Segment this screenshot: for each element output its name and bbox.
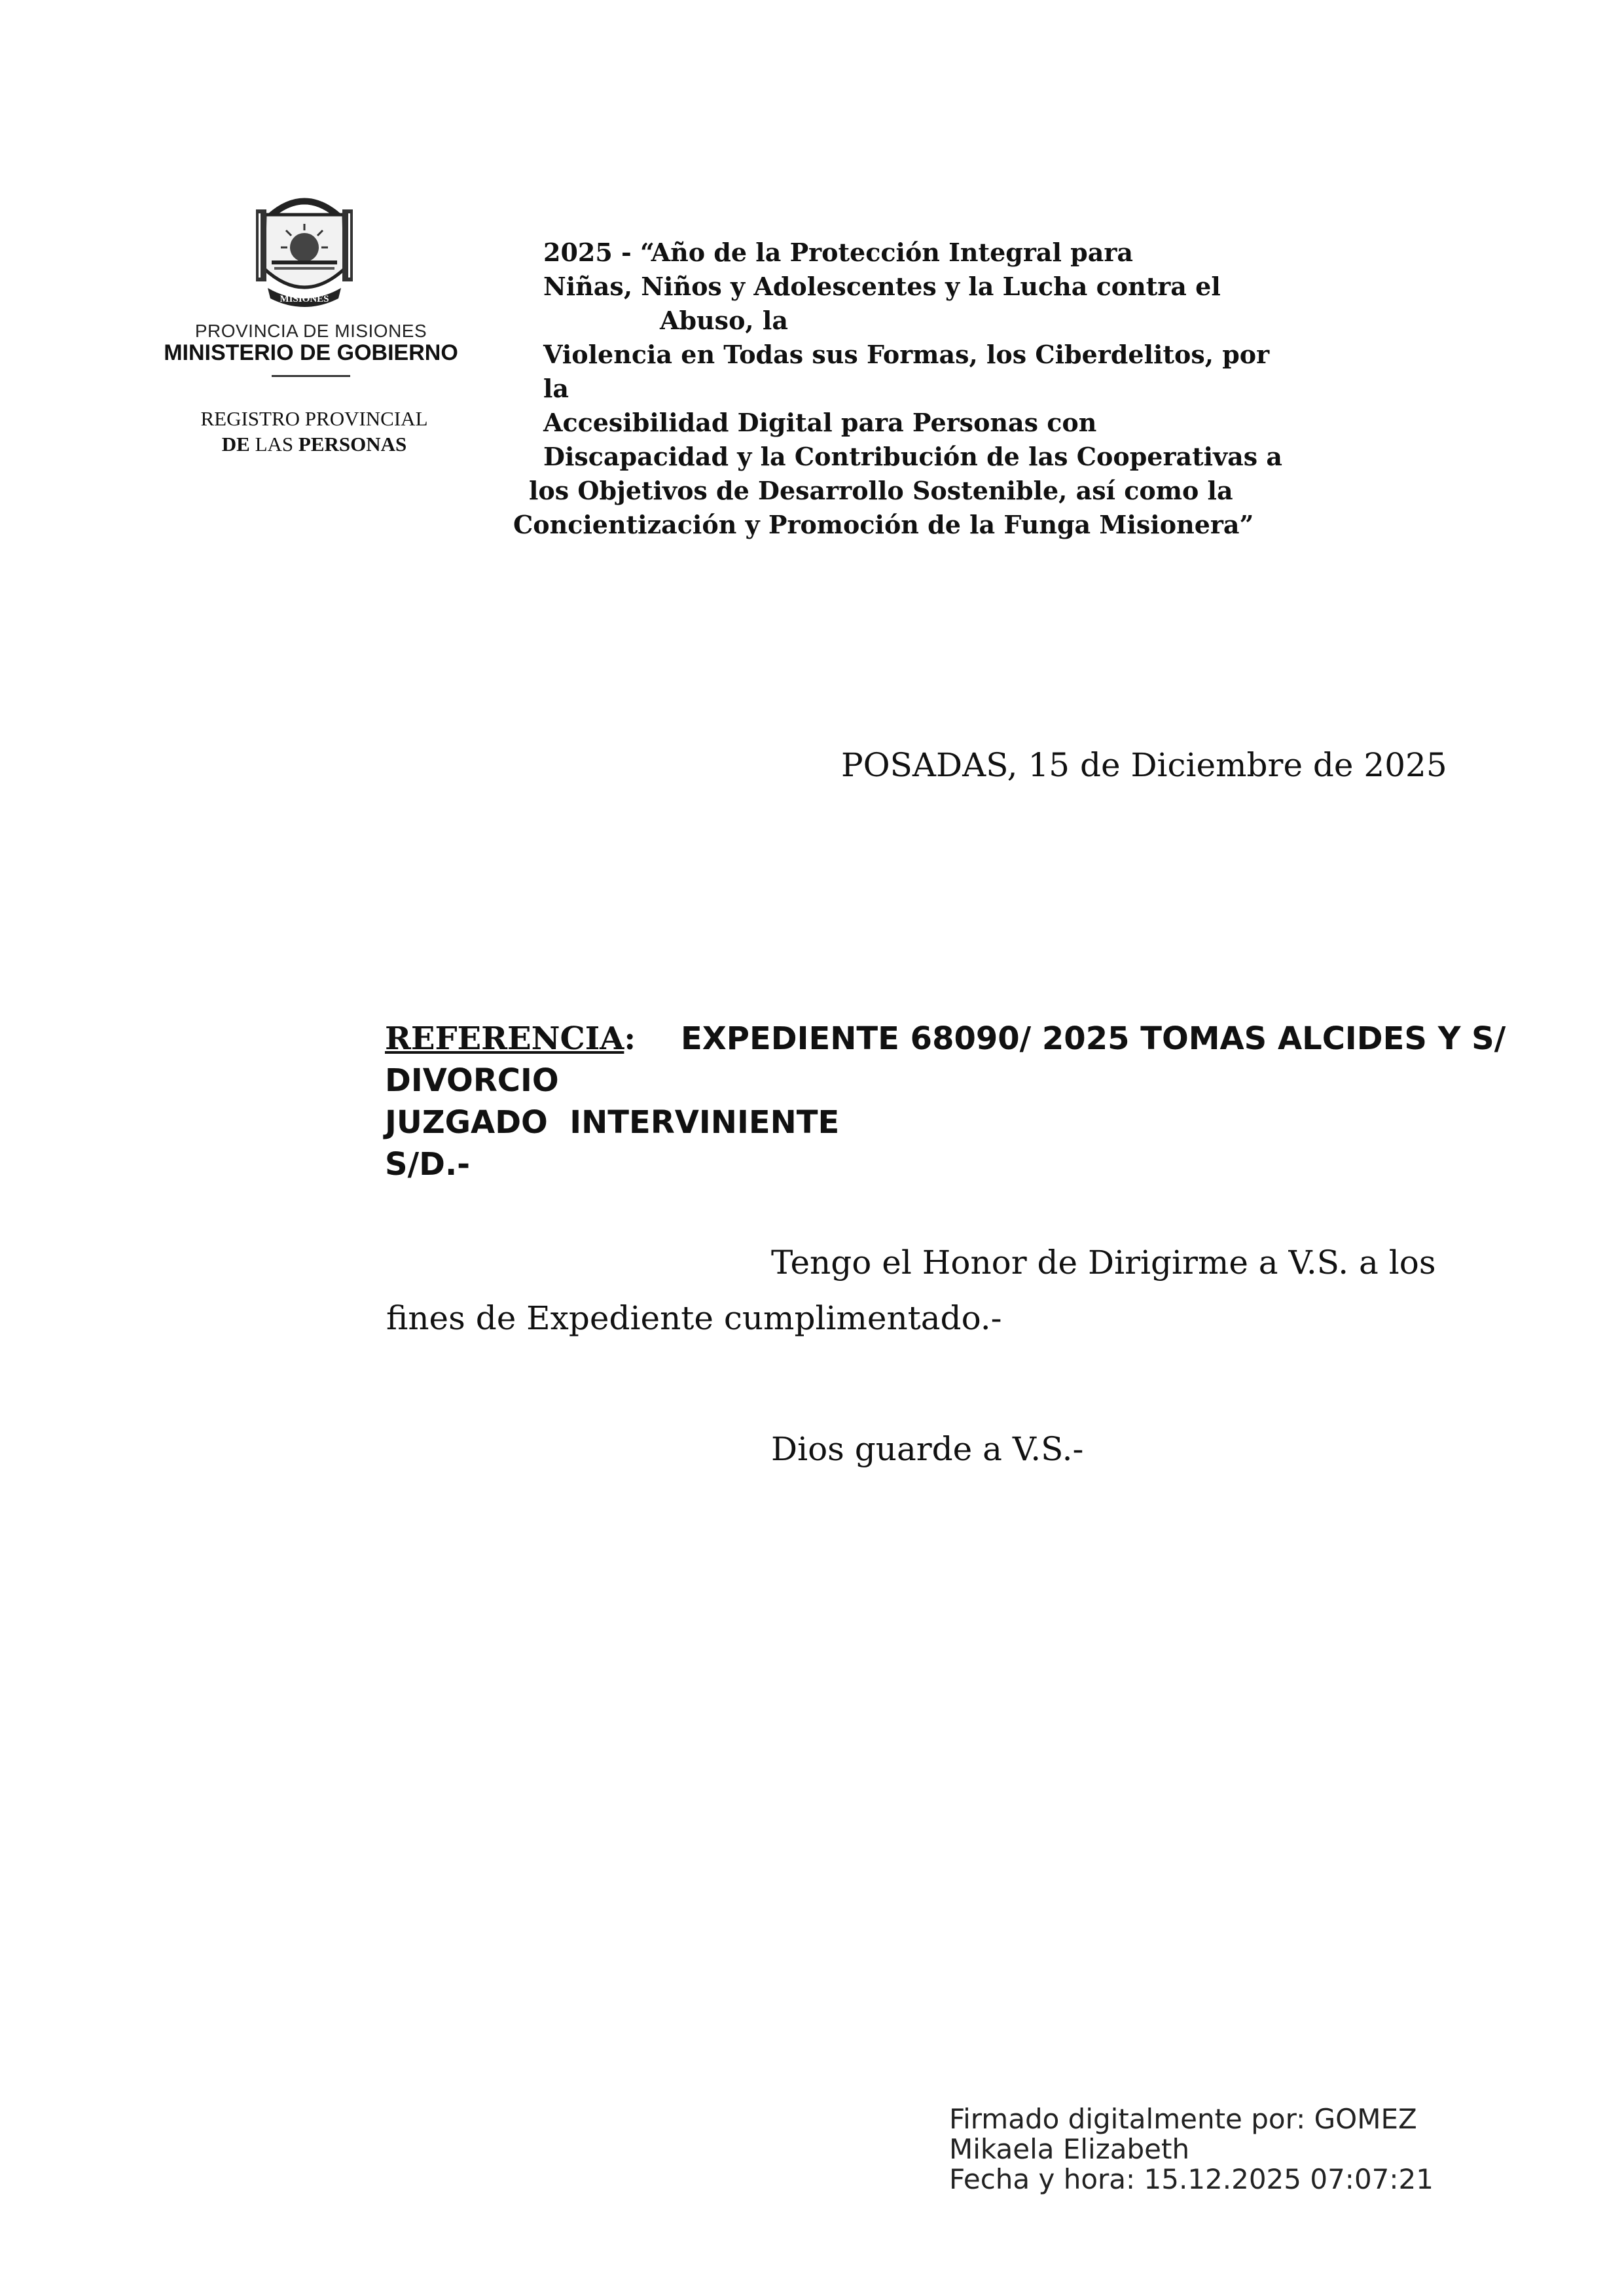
body-paragraph-line-1: Tengo el Honor de Dirigirme a V.S. a los — [771, 1244, 1436, 1282]
reference-line: REFERENCIA: — [385, 1020, 636, 1057]
motto-line: Discapacidad y la Contribución de las Cooperativas a — [543, 442, 1283, 471]
motto-line: Abuso, la — [660, 306, 788, 335]
closing-line: Dios guarde a V.S.- — [771, 1430, 1084, 1468]
body-paragraph-line-2: fines de Expediente cumplimentado.- — [386, 1299, 1002, 1337]
motto-line: Accesibilidad Digital para Personas con — [543, 408, 1097, 437]
ministry-name: MINISTERIO DE GOBIERNO — [164, 340, 458, 365]
reference-subject-line-2: DIVORCIO — [385, 1062, 559, 1099]
motto-line: Concientización y Promoción de la Funga Misionera” — [513, 510, 1254, 539]
motto-line: Violencia en Todas sus Formas, los Ciberdelitos, por — [543, 340, 1270, 369]
provincial-seal-icon — [252, 190, 357, 314]
reference-label: REFERENCIA — [385, 1020, 624, 1057]
motto-line: los Objetivos de Desarrollo Sostenible, así como la — [529, 476, 1233, 505]
registro-line-2: DE LAS PERSONAS — [221, 433, 407, 456]
digital-signature — [949, 2104, 1434, 2195]
recipient: JUZGADO INTERVINIENTE — [385, 1104, 840, 1141]
registro-provincial — [177, 406, 452, 457]
sin-domicilio: S/D.- — [385, 1146, 471, 1183]
signature-timestamp: Fecha y hora: 15.12.2025 07:07:21 — [949, 2163, 1434, 2195]
motto-line: 2025 - “Año de la Protección Integral para — [543, 238, 1133, 267]
province-name: PROVINCIA DE MISIONES — [194, 321, 427, 341]
motto-line: la — [543, 374, 569, 403]
signature-signed-by: Firmado digitalmente por: GOMEZ — [949, 2103, 1417, 2135]
registro-line-1: REGISTRO PROVINCIAL — [200, 407, 428, 430]
signature-name: Mikaela Elizabeth — [949, 2133, 1190, 2165]
motto-line: Niñas, Niños y Adolescentes y la Lucha contra el — [543, 272, 1221, 301]
logo-divider — [272, 375, 350, 377]
svg-text:MISIONES: MISIONES — [280, 294, 329, 304]
date-line: POSADAS, 15 de Diciembre de 2025 — [841, 746, 1447, 784]
reference-subject-line-1: EXPEDIENTE 68090/ 2025 TOMAS ALCIDES Y S/ — [681, 1020, 1506, 1057]
